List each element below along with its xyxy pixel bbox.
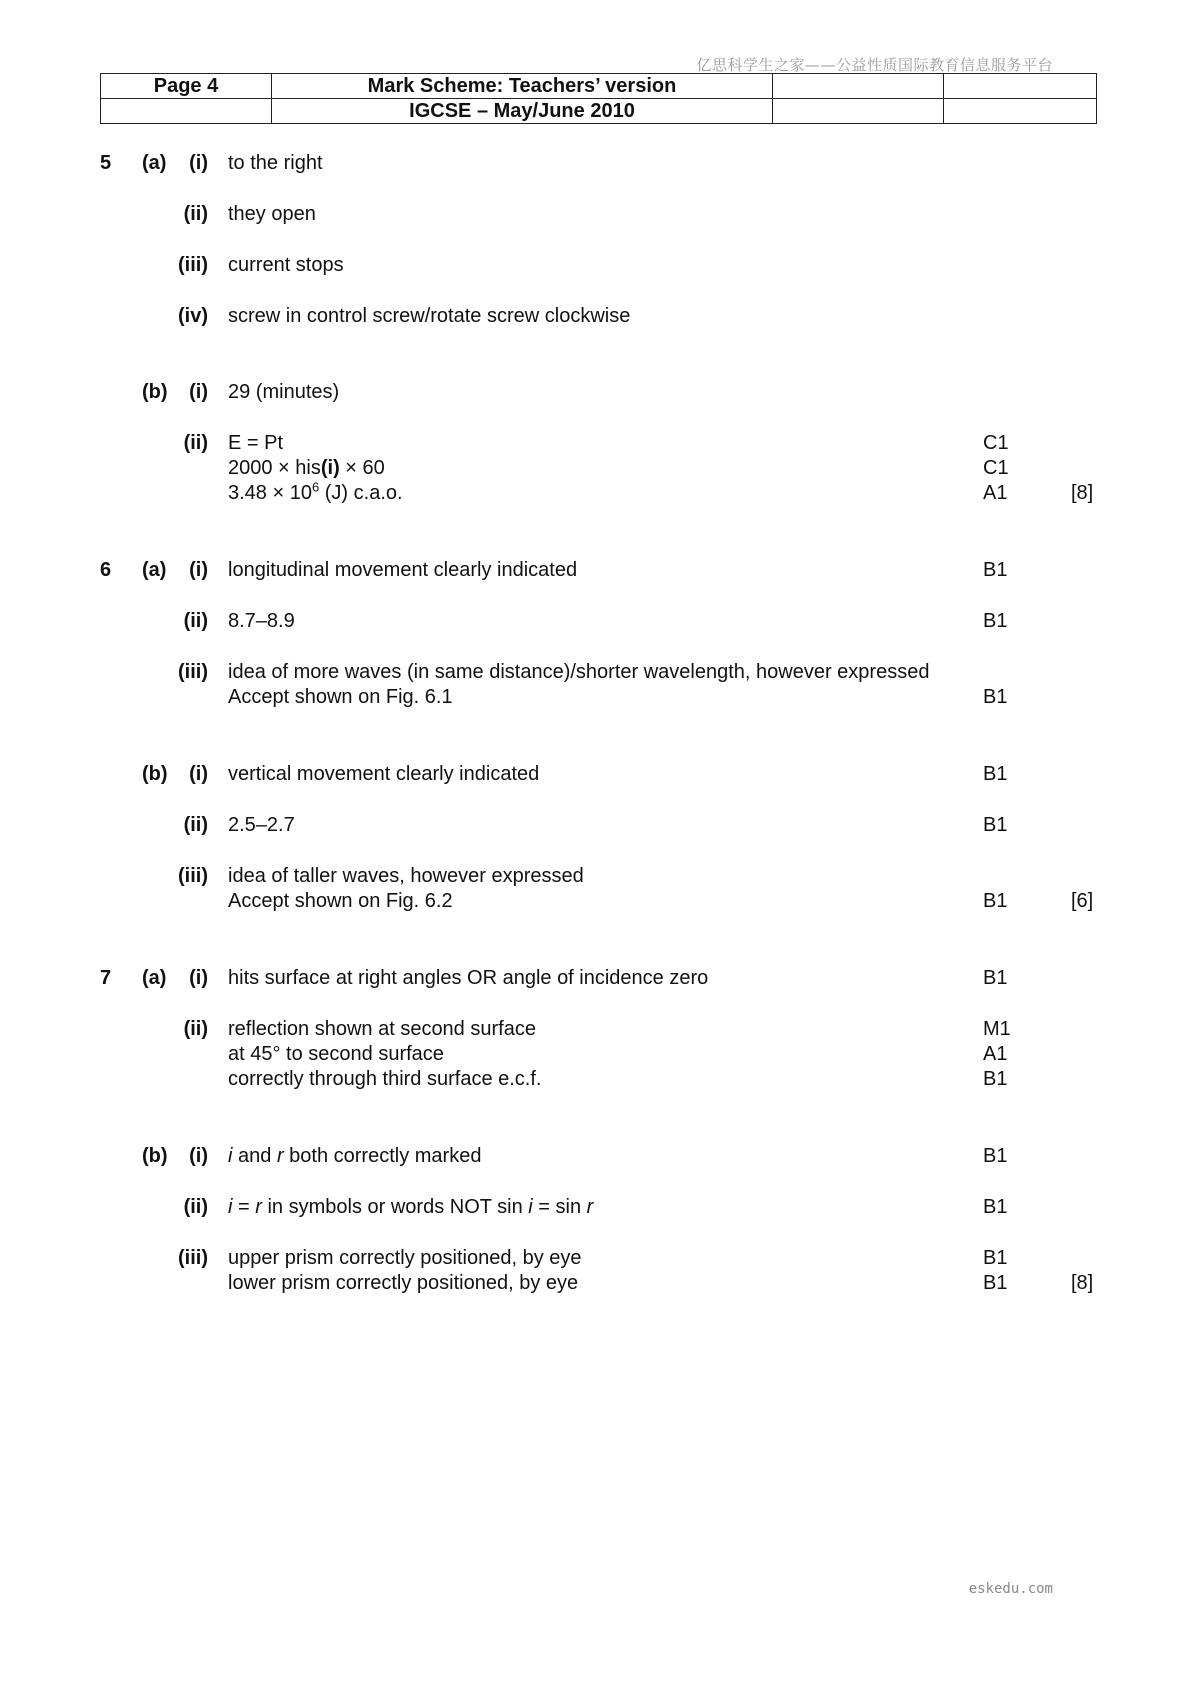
symbol-r: r bbox=[255, 1196, 262, 1218]
answer-text: reflection shown at second surface bbox=[228, 1018, 536, 1040]
superscript: 6 bbox=[311, 479, 320, 495]
watermark-text: 亿思科学生之家——公益性质国际教育信息服务平台 bbox=[696, 56, 1053, 74]
mark-code: B1 bbox=[983, 610, 1008, 632]
header-title: Mark Scheme: Teachers’ version bbox=[272, 74, 773, 99]
subpart-label: (ii) bbox=[183, 1018, 208, 1040]
answer-fragment: = bbox=[232, 1196, 256, 1218]
answer-text bbox=[228, 1195, 593, 1219]
answer-text: 29 (minutes) bbox=[228, 381, 340, 403]
answer-fragment: in symbols or words NOT sin bbox=[261, 1196, 529, 1218]
answer-text: at 45° to second surface bbox=[228, 1043, 444, 1065]
mark-code: B1 bbox=[983, 1272, 1008, 1294]
answer-text bbox=[228, 1144, 481, 1168]
mark-code: C1 bbox=[983, 457, 1009, 479]
answer-text: idea of more waves (in same distance)/shorter wavelength, however expressed bbox=[228, 661, 930, 683]
answer-text: to the right bbox=[228, 152, 323, 174]
question-number: 6 bbox=[100, 559, 112, 581]
answer-text bbox=[228, 481, 403, 505]
symbol-r: r bbox=[276, 1145, 284, 1167]
answer-fragment-bold: (i) bbox=[320, 457, 340, 479]
footer-site-mark: eskedu.com bbox=[968, 1581, 1053, 1597]
mark-code: M1 bbox=[983, 1018, 1011, 1040]
symbol-r: r bbox=[586, 1196, 594, 1218]
mark-code: C1 bbox=[983, 432, 1009, 454]
total-marks: [8] bbox=[1071, 482, 1094, 504]
subpart-label: (i) bbox=[189, 1145, 208, 1167]
mark-code: B1 bbox=[983, 1068, 1008, 1090]
subpart-label: (i) bbox=[189, 152, 208, 174]
mark-code: B1 bbox=[983, 1196, 1008, 1218]
answer-text bbox=[228, 456, 385, 480]
answer-fragment: both correctly marked bbox=[283, 1145, 482, 1167]
subpart-label: (iii) bbox=[178, 254, 208, 276]
part-label: (b) bbox=[142, 763, 168, 785]
total-marks: [6] bbox=[1071, 890, 1094, 912]
subpart-label: (i) bbox=[189, 559, 208, 581]
subpart-label: (ii) bbox=[183, 1196, 208, 1218]
mark-code: B1 bbox=[983, 763, 1008, 785]
answer-text: Accept shown on Fig. 6.1 bbox=[228, 686, 453, 708]
subpart-label: (iii) bbox=[178, 661, 208, 683]
question-number: 5 bbox=[100, 152, 112, 174]
answer-text: E = Pt bbox=[228, 432, 284, 454]
total-marks: [8] bbox=[1071, 1272, 1094, 1294]
answer-fragment: 3.48 × 10 bbox=[228, 482, 312, 504]
answer-fragment: (J) c.a.o. bbox=[319, 482, 403, 504]
mark-code: B1 bbox=[983, 559, 1008, 581]
answer-text: lower prism correctly positioned, by eye bbox=[228, 1272, 579, 1294]
mark-code: A1 bbox=[983, 1043, 1008, 1065]
mark-code: B1 bbox=[983, 814, 1008, 836]
answer-text: screw in control screw/rotate screw clockwise bbox=[228, 305, 631, 327]
answer-fragment: = sin bbox=[532, 1196, 587, 1218]
subpart-label: (i) bbox=[189, 763, 208, 785]
mark-code: B1 bbox=[983, 967, 1008, 989]
answer-fragment: 2000 × his bbox=[228, 457, 321, 479]
part-label: (a) bbox=[142, 152, 167, 174]
answer-text: hits surface at right angles OR angle of incidence zero bbox=[228, 967, 709, 989]
mark-code: B1 bbox=[983, 686, 1008, 708]
answer-text: current stops bbox=[228, 254, 344, 276]
answer-text: 2.5–2.7 bbox=[228, 814, 295, 836]
part-label: (a) bbox=[142, 559, 167, 581]
answer-text: 8.7–8.9 bbox=[228, 610, 295, 632]
subpart-label: (iii) bbox=[178, 1247, 208, 1269]
subpart-label: (ii) bbox=[183, 814, 208, 836]
part-label: (a) bbox=[142, 967, 167, 989]
subpart-label: (i) bbox=[189, 967, 208, 989]
answer-text: they open bbox=[228, 203, 316, 225]
subpart-label: (ii) bbox=[183, 610, 208, 632]
answer-fragment: and bbox=[232, 1145, 277, 1167]
subpart-label: (i) bbox=[189, 381, 208, 403]
symbol-i: i bbox=[228, 1196, 233, 1218]
answer-fragment: × 60 bbox=[339, 457, 385, 479]
part-label: (b) bbox=[142, 1145, 168, 1167]
answer-text: vertical movement clearly indicated bbox=[228, 763, 540, 785]
mark-code: A1 bbox=[983, 482, 1008, 504]
answer-text: correctly through third surface e.c.f. bbox=[228, 1068, 542, 1090]
symbol-i: i bbox=[528, 1196, 533, 1218]
question-number: 7 bbox=[100, 967, 112, 989]
mark-code: B1 bbox=[983, 1247, 1008, 1269]
subpart-label: (iii) bbox=[178, 865, 208, 887]
answer-text: longitudinal movement clearly indicated bbox=[228, 559, 578, 581]
symbol-i: i bbox=[228, 1145, 233, 1167]
subpart-label: (ii) bbox=[183, 203, 208, 225]
answer-text: upper prism correctly positioned, by eye bbox=[228, 1247, 582, 1269]
answer-text: idea of taller waves, however expressed bbox=[228, 865, 584, 887]
part-label: (b) bbox=[142, 381, 168, 403]
header-page: Page 4 bbox=[101, 74, 272, 99]
subpart-label: (iv) bbox=[178, 305, 208, 327]
answer-text: Accept shown on Fig. 6.2 bbox=[228, 890, 453, 912]
header-exam: IGCSE – May/June 2010 bbox=[272, 99, 773, 124]
mark-code: B1 bbox=[983, 890, 1008, 912]
subpart-label: (ii) bbox=[183, 432, 208, 454]
mark-code: B1 bbox=[983, 1145, 1008, 1167]
